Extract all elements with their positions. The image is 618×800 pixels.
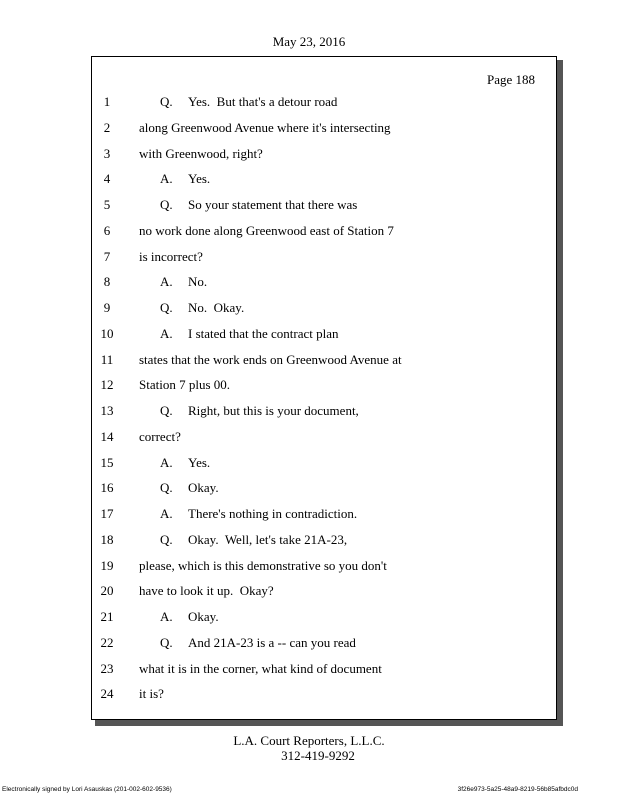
transcript-line <box>0 120 618 138</box>
line-text: it is? <box>139 686 164 702</box>
line-number: 23 <box>100 660 114 676</box>
line-number: 8 <box>103 274 111 290</box>
transcript-line <box>0 429 618 447</box>
line-number: 5 <box>103 197 111 212</box>
line-text: Yes. But that's a detour road <box>188 94 338 109</box>
page-number: Page 188 <box>487 72 536 87</box>
line-text: I stated that the contract plan <box>188 325 339 341</box>
transcript-line <box>0 532 618 550</box>
transcript-line <box>0 558 618 576</box>
speaker-label: Q. <box>160 403 173 418</box>
electronic-signature-note: Electronically signed by Lori Asauskas (201-002-602-9536) <box>2 786 172 793</box>
transcript-line <box>0 249 618 267</box>
line-text: is incorrect? <box>139 248 203 264</box>
document-hash: 3f26e973-5a25-48a9-8219-56b85afbdc0d <box>457 786 578 793</box>
transcript-line <box>0 480 618 498</box>
transcript-line <box>0 146 618 164</box>
transcript-line <box>0 197 618 215</box>
line-number: 14 <box>100 428 114 444</box>
transcript-line <box>0 403 618 421</box>
line-text: There's nothing in contradiction. <box>188 506 358 521</box>
speaker-label: A. <box>160 171 173 187</box>
line-number: 10 <box>100 325 114 341</box>
line-number: 16 <box>100 480 114 496</box>
line-text: with Greenwood, right? <box>139 145 263 161</box>
line-text: states that the work ends on Greenwood Avenue at <box>139 351 402 367</box>
line-text: have to look it up. Okay? <box>139 583 274 599</box>
speaker-label: A. <box>160 454 173 470</box>
line-text: No. Okay. <box>188 300 245 315</box>
transcript-line <box>0 455 618 473</box>
transcript-line <box>0 377 618 395</box>
transcript-line <box>0 506 618 524</box>
line-text: Station 7 plus 00. <box>139 377 231 393</box>
line-text: No. <box>188 274 208 290</box>
line-number: 20 <box>100 583 114 599</box>
speaker-label: Q. <box>160 300 173 315</box>
transcript-line <box>0 94 618 112</box>
line-text: Yes. <box>188 171 211 187</box>
reporter-phone: 312-419-9292 <box>281 748 355 763</box>
line-number: 15 <box>100 454 114 470</box>
line-text: no work done along Greenwood east of Station 7 <box>139 222 394 238</box>
transcript-line <box>0 326 618 344</box>
line-number: 3 <box>103 145 111 161</box>
line-number: 1 <box>103 94 111 109</box>
line-number: 6 <box>103 222 111 238</box>
line-text: Right, but this is your document, <box>188 403 359 418</box>
transcript-line <box>0 274 618 292</box>
speaker-label: A. <box>160 609 173 624</box>
transcript-date: May 23, 2016 <box>272 34 346 49</box>
line-number: 24 <box>100 686 114 702</box>
line-number: 7 <box>103 248 111 264</box>
transcript-line <box>0 686 618 704</box>
line-text: Okay. Well, let's take 21A-23, <box>188 531 348 547</box>
line-number: 19 <box>100 557 114 573</box>
speaker-label: Q. <box>160 94 173 109</box>
line-text: So your statement that there was <box>188 197 358 212</box>
transcript-line <box>0 300 618 318</box>
line-text: Okay. <box>188 609 219 624</box>
speaker-label: Q. <box>160 480 173 496</box>
speaker-label: A. <box>160 274 173 290</box>
transcript-line <box>0 661 618 679</box>
transcript-line <box>0 171 618 189</box>
speaker-label: Q. <box>160 531 173 547</box>
transcript-line <box>0 583 618 601</box>
speaker-label: Q. <box>160 197 173 212</box>
line-text: what it is in the corner, what kind of document <box>139 660 382 676</box>
line-text: correct? <box>139 428 181 444</box>
transcript-line <box>0 609 618 627</box>
line-number: 9 <box>103 300 111 315</box>
line-number: 13 <box>100 403 114 418</box>
line-number: 22 <box>100 634 114 650</box>
line-number: 4 <box>103 171 111 187</box>
transcript-line <box>0 635 618 653</box>
line-number: 2 <box>103 119 111 135</box>
reporter-organization: L.A. Court Reporters, L.L.C. <box>233 733 385 748</box>
line-number: 18 <box>100 531 114 547</box>
transcript-line <box>0 223 618 241</box>
speaker-label: A. <box>160 506 173 521</box>
line-text: please, which is this demonstrative so you don't <box>139 557 387 573</box>
speaker-label: Q. <box>160 634 173 650</box>
line-number: 12 <box>100 377 114 393</box>
line-number: 11 <box>100 351 114 367</box>
line-text: And 21A-23 is a -- can you read <box>188 634 356 650</box>
line-text: Okay. <box>188 480 219 496</box>
line-text: along Greenwood Avenue where it's intersecting <box>139 119 391 135</box>
line-number: 17 <box>100 506 114 521</box>
transcript-line <box>0 352 618 370</box>
line-number: 21 <box>100 609 114 624</box>
speaker-label: A. <box>160 325 173 341</box>
line-text: Yes. <box>188 454 211 470</box>
